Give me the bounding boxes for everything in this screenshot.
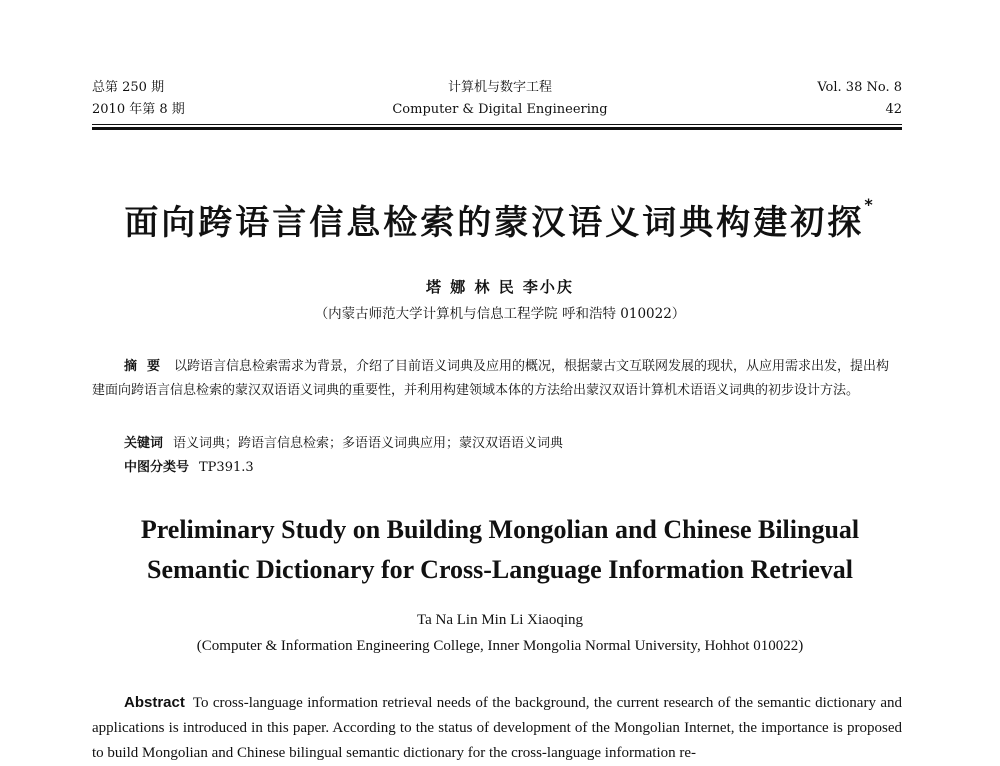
authors-cn: 塔 娜 林 民 李小庆 — [426, 278, 574, 296]
classification-cn-value: TP391.3 — [199, 460, 254, 475]
affiliation-cn: （内蒙古师范大学计算机与信息工程学院 呼和浩特 010022） — [314, 306, 686, 322]
title-footnote-mark: * — [864, 195, 876, 214]
title-cn-text: 面向跨语言信息检索的蒙汉语义词典构建初探 — [124, 203, 865, 243]
abstract-en-label: Abstract — [124, 694, 185, 711]
header-rule-thick — [92, 127, 902, 130]
issue-total: 总第 250 期 — [92, 80, 165, 95]
issue-year: 2010 年第 8 期 — [92, 102, 185, 117]
abstract-cn — [92, 355, 902, 403]
keywords-cn-text: 语义词典；跨语言信息检索；多语语义词典应用；蒙汉双语语义词典 — [173, 436, 564, 451]
title-cn — [0, 195, 1000, 244]
title-en — [0, 510, 1000, 590]
classification-cn — [124, 456, 254, 480]
page-number: 42 — [885, 102, 902, 117]
journal-name-en: Computer & Digital Engineering — [392, 102, 608, 117]
abstract-cn-text: 以跨语言信息检索需求为背景，介绍了目前语义词典及应用的概况，根据蒙古文互联网发展的现状，从应用需求出发，提出构建面向跨语言信息检索的蒙汉双语语义词典的重要性，并利用构建领域本体的方法给出蒙汉双语计算机术语语义词典的初步设计方法。 — [92, 359, 890, 398]
classification-cn-label: 中图分类号 — [124, 460, 190, 475]
header-rule-thin — [92, 124, 902, 125]
keywords-cn — [124, 432, 563, 456]
abstract-en — [92, 690, 902, 766]
volume-number: Vol. 38 No. 8 — [817, 80, 902, 95]
keywords-cn-label: 关键词 — [124, 436, 164, 451]
authors-en: Ta Na Lin Min Li Xiaoqing — [416, 612, 583, 628]
title-en-line2: Semantic Dictionary for Cross-Language Information Retrieval — [146, 555, 853, 584]
journal-header-right — [817, 77, 902, 121]
journal-name-cn: 计算机与数字工程 — [447, 80, 552, 95]
abstract-en-text: To cross-language information retrieval needs of the background, the current research of the semantic dictionary and applications is introduced in this paper. According to the status of development of the Mongolian Internet, the importance is proposed to build Mongolian and Chinese bilingual semantic dictionary for the cross-language information re- — [92, 695, 902, 761]
title-en-line1: Preliminary Study on Building Mongolian and Chinese Bilingual — [140, 515, 860, 544]
affiliation-en: (Computer & Information Engineering College, Inner Mongolia Normal University, Hohhot 010022) — [196, 638, 804, 654]
abstract-cn-label: 摘要 — [124, 359, 171, 374]
